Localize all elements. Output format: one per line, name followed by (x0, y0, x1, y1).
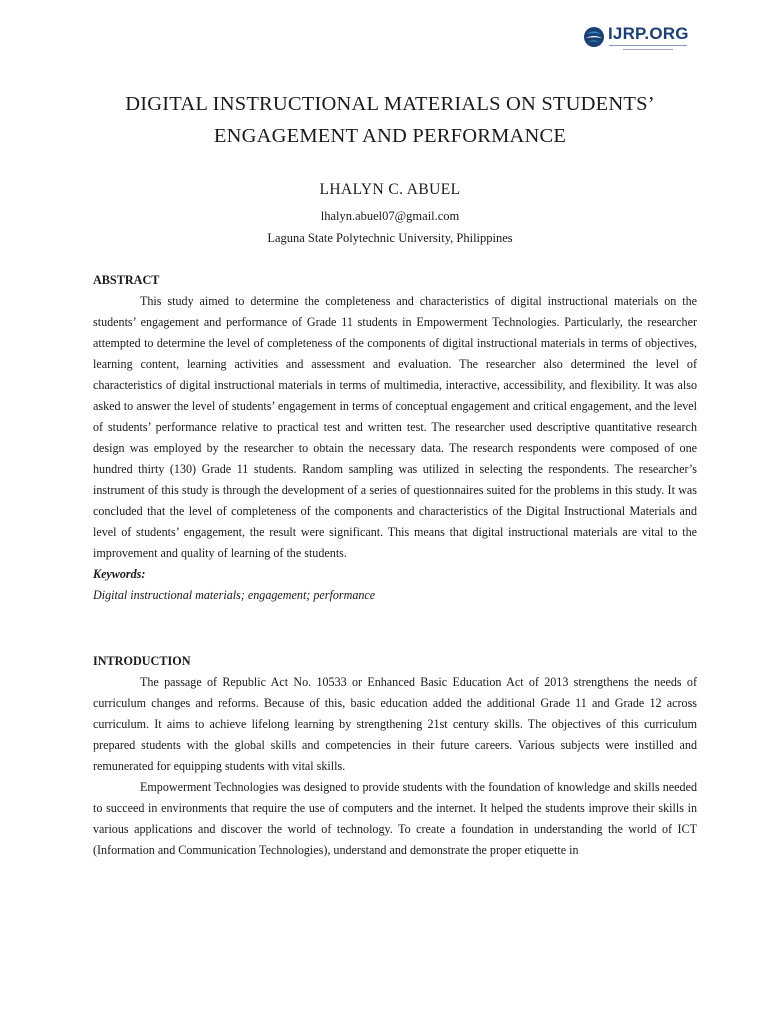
abstract-section (93, 270, 697, 606)
author-email: lhalyn.abuel07@gmail.com (320, 209, 460, 223)
title-line-2: ENGAGEMENT AND PERFORMANCE (213, 125, 567, 147)
introduction-paragraph: Empowerment Technologies was designed to provide students with the foundation of knowledge and skills needed to succeed in environments that require the use of computers and the internet. It helped the students improve their skills in various applications and discover the world of technology. To create a foundation in understanding the world of ICT (Information and Communication Technologies), understand and demonstrate the proper etiquette in (93, 780, 697, 857)
title-line-1: DIGITAL INSTRUCTIONAL MATERIALS ON STUDENTS’ (125, 93, 655, 115)
introduction-paragraph: The passage of Republic Act No. 10533 or Enhanced Basic Education Act of 2013 strengthens the needs of curriculum changes and reforms. Because of this, basic education added the additional Grade 11 and Grade 12 across curriculum. It aims to achieve lifelong learning by strengthening 21st century skills. The objectives of this curriculum prepared students with the global skills and competencies in their future careers. Various subjects were instilled and remunerated for equipping students with vital skills. (93, 675, 697, 773)
logo-tagline-rule (623, 49, 673, 50)
introduction-section (93, 651, 697, 861)
introduction-heading: INTRODUCTION (93, 654, 191, 668)
paper-title (60, 88, 720, 152)
keywords-list: Digital instructional materials; engagement; performance (93, 588, 376, 602)
keywords-heading: Keywords: (93, 567, 146, 581)
globe-logo-icon (583, 26, 605, 48)
author-name: LHALYN C. ABUEL (319, 181, 461, 198)
abstract-text: This study aimed to determine the completeness and characteristics of digital instructional materials on the students’ engagement and performance of Grade 11 students in Empowerment Technologies. Particularly, the researcher attempted to determine the level of completeness of the components of digital instructional materials in terms of objectives, learning content, learning activities and assessment and evaluation. The researcher also determined the level of characteristics of digital instructional materials in terms of multimedia, interactive, accessibility, and flexibility. It was also asked to answer the level of students’ engagement in terms of conceptual engagement and critical engagement, and the level of students’ performance relative to practical test and written test. The researcher used descriptive quantitative research design was employed by the researcher to obtain the necessary data. The research respondents were composed of one hundred thirty (130) Grade 11 students. Random sampling was utilized in selecting the respondents. The researcher’s instrument of this study is through the development of a series of questionnaires suited for the problems in this study. It was concluded that the level of completeness of the components and characteristics of the Digital Instructional Materials and level of students’ engagement, the result were significant. This means that digital instructional materials are vital to the improvement and quality of learning of the students. (93, 294, 697, 560)
journal-logo (583, 24, 693, 56)
abstract-heading: ABSTRACT (93, 273, 160, 287)
logo-text: IJRP.ORG (608, 24, 689, 43)
logo-tagline-rule (609, 45, 687, 46)
author-affiliation: Laguna State Polytechnic University, Philippines (267, 231, 513, 245)
